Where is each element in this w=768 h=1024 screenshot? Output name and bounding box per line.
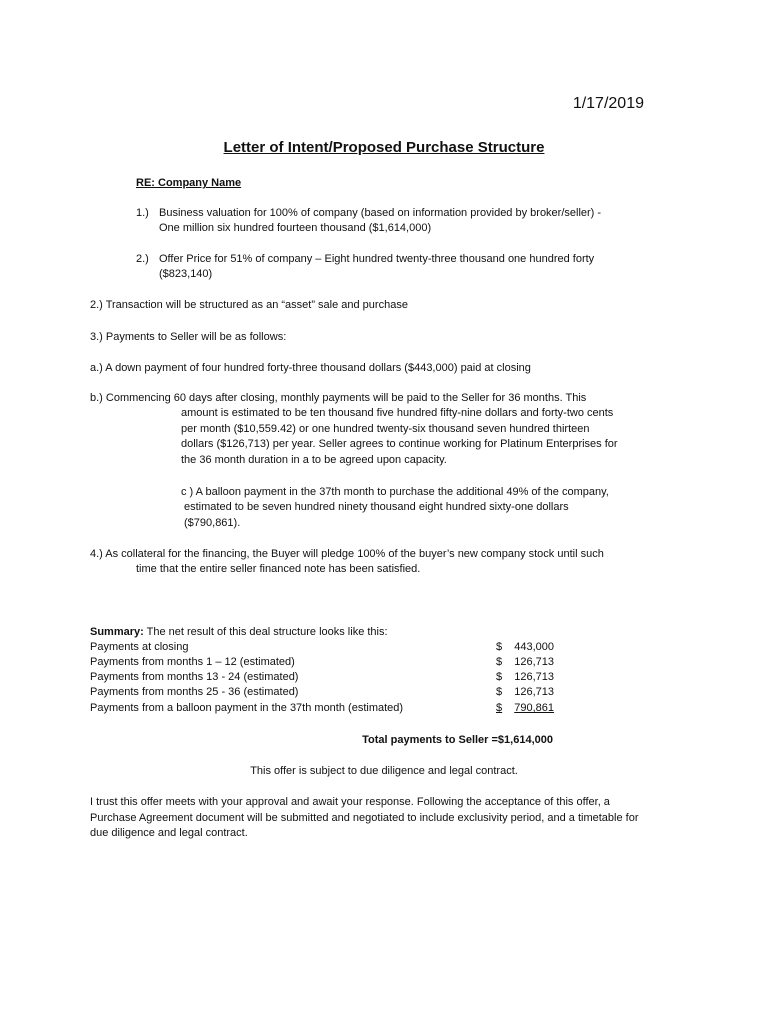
amount-value: 126,713 — [514, 656, 554, 668]
collateral-line2: time that the entire seller financed note has been satisfied. — [136, 563, 421, 575]
item-1-line1: Business valuation for 100% of company (based on information provided by broker/seller) - — [159, 207, 602, 219]
monthly-line1: b.) Commencing 60 days after closing, monthly payments will be paid to the Seller for 36 months. This — [90, 392, 587, 404]
summary-row-amount — [496, 640, 554, 656]
closing-line3: due diligence and legal contract. — [90, 827, 248, 839]
total-payments: Total payments to Seller =$1,614,000 — [362, 734, 553, 746]
balloon-line3: ($790,861). — [184, 517, 241, 529]
transaction-paragraph: 2.) Transaction will be structured as an “asset” sale and purchase — [90, 299, 408, 311]
summary-row-amount — [496, 685, 554, 701]
item-2-number: 2.) — [136, 253, 149, 265]
item-1-line2: One million six hundred fourteen thousand ($1,614,000) — [159, 222, 432, 234]
summary-row-label: Payments from months 13 - 24 (estimated) — [90, 671, 299, 683]
currency-symbol: $ — [496, 702, 503, 714]
summary-label: Summary: — [90, 626, 144, 638]
subject-note: This offer is subject to due diligence and legal contract. — [250, 765, 518, 777]
summary-row-amount — [496, 670, 554, 686]
amount-value: 443,000 — [514, 641, 554, 653]
amount-value: 126,713 — [514, 686, 554, 698]
letter-date: 1/17/2019 — [572, 95, 644, 112]
currency-symbol: $ — [496, 671, 503, 683]
re-line: RE: Company Name — [136, 177, 242, 189]
amount-value: 790,861 — [514, 702, 554, 714]
balloon-line2: estimated to be seven hundred ninety thousand eight hundred sixty-one dollars — [184, 501, 569, 513]
collateral-line1: 4.) As collateral for the financing, the Buyer will pledge 100% of the buyer’s new company stock until such — [90, 548, 604, 560]
summary-heading — [90, 625, 388, 641]
summary-row-label: Payments from months 25 - 36 (estimated) — [90, 686, 299, 698]
summary-intro: The net result of this deal structure looks like this: — [143, 626, 388, 638]
currency-symbol: $ — [496, 686, 503, 698]
letter-title: Letter of Intent/Proposed Purchase Structure — [223, 139, 545, 156]
down-payment-paragraph: a.) A down payment of four hundred forty-three thousand dollars ($443,000) paid at closing — [90, 362, 531, 374]
summary-row-amount — [496, 701, 554, 717]
monthly-line4: dollars ($126,713) per year. Seller agrees to continue working for Platinum Enterprises for — [181, 438, 618, 450]
closing-line2: Purchase Agreement document will be submitted and negotiated to include exclusivity period, and a timetable for — [90, 812, 639, 824]
currency-symbol: $ — [496, 656, 503, 668]
summary-row-label: Payments from months 1 – 12 (estimated) — [90, 656, 295, 668]
item-1-number: 1.) — [136, 207, 149, 219]
item-2-line1: Offer Price for 51% of company – Eight hundred twenty-three thousand one hundred forty — [159, 253, 595, 265]
monthly-line2: amount is estimated to be ten thousand five hundred fifty-nine dollars and forty-two cents — [181, 407, 614, 419]
summary-row-label: Payments at closing — [90, 641, 189, 653]
amount-value: 126,713 — [514, 671, 554, 683]
balloon-line1: c ) A balloon payment in the 37th month to purchase the additional 49% of the company, — [181, 486, 609, 498]
item-2-line2: ($823,140) — [159, 268, 213, 280]
currency-symbol: $ — [496, 641, 503, 653]
summary-row-label: Payments from a balloon payment in the 37th month (estimated) — [90, 702, 404, 714]
closing-line1: I trust this offer meets with your approval and await your response. Following the acceptance of this offer, a — [90, 796, 610, 808]
payments-intro: 3.) Payments to Seller will be as follows: — [90, 331, 287, 343]
monthly-line3: per month ($10,559.42) or one hundred twenty-six thousand seven hundred thirteen — [181, 423, 590, 435]
summary-row-amount — [496, 655, 554, 671]
monthly-line5: the 36 month duration in a to be agreed upon capacity. — [181, 454, 447, 466]
